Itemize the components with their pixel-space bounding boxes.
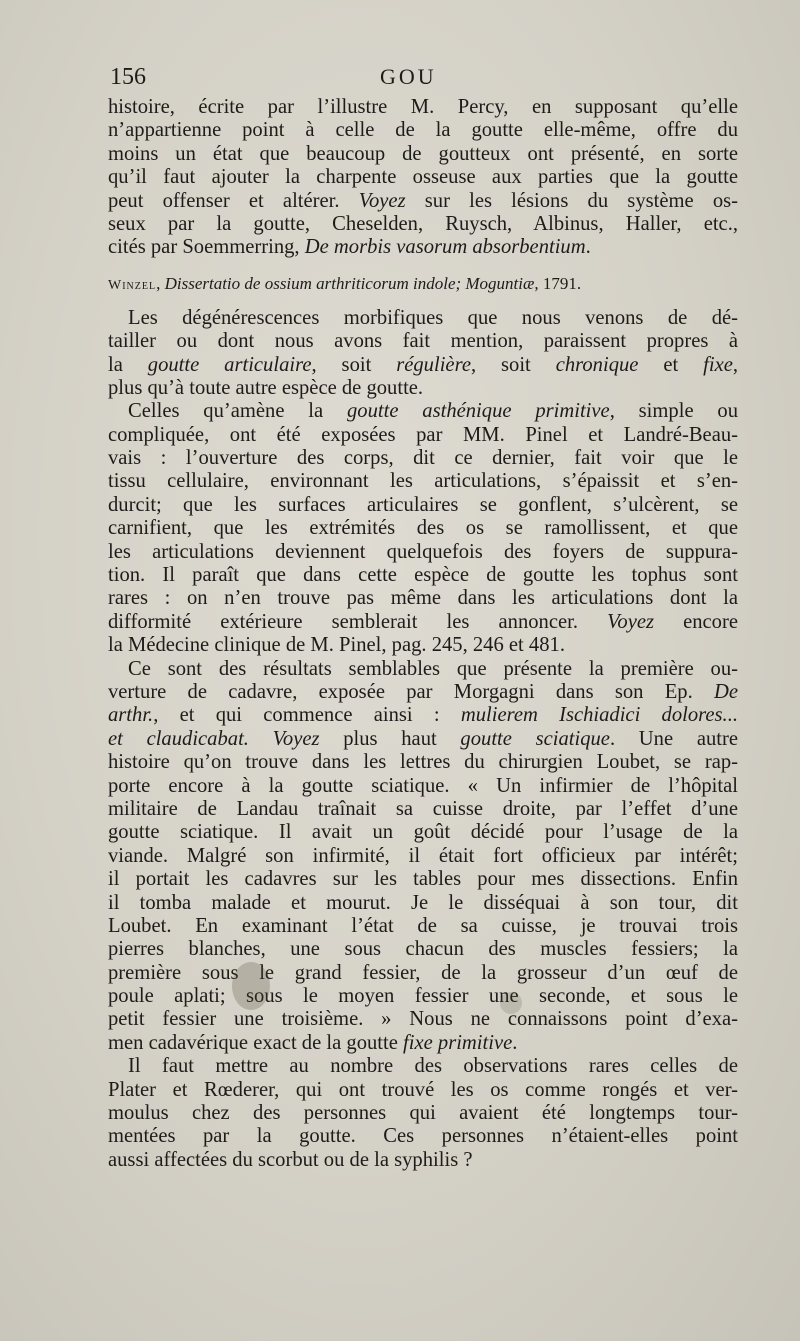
text-line xyxy=(108,354,738,377)
text-run: poule aplati; sous le moyen fessier une seconde, et sous le xyxy=(108,985,738,1008)
text-line xyxy=(108,892,738,915)
text-line xyxy=(108,96,738,119)
text-line xyxy=(108,190,738,213)
text-line xyxy=(108,1125,738,1148)
text-line xyxy=(108,494,738,517)
text-line xyxy=(108,798,738,821)
text-run: les articulations deviennent quelquefois des foyers de suppura- xyxy=(108,540,738,563)
text-line xyxy=(108,470,738,493)
text-line xyxy=(108,1079,738,1102)
bibliographic-reference xyxy=(108,271,738,297)
paragraph xyxy=(108,400,738,657)
text-line xyxy=(108,611,738,634)
text-run: n’appartienne point à celle de la goutte elle-même, offre du xyxy=(108,119,738,142)
text-run: , 1791. xyxy=(534,273,582,293)
text-run: men cadavérique exact de la goutte xyxy=(108,1031,404,1054)
text-run: qu’il faut ajouter la charpente osseuse aux parties que la goutte xyxy=(108,166,738,189)
text-line xyxy=(108,681,738,704)
text-line xyxy=(108,377,738,400)
text-run: première sous le grand fessier, de la grosseur d’un œuf de xyxy=(108,961,738,984)
italic-text: arthr. xyxy=(108,704,154,727)
text-line xyxy=(108,447,738,470)
text-run: plus haut xyxy=(319,727,461,750)
text-run: goutte sciatique. Il avait un goût décidé pour l’usage de la xyxy=(108,821,738,844)
text-run: Celles qu’amène la xyxy=(128,400,347,423)
text-line xyxy=(108,915,738,938)
text-run: petit fessier une troisième. » Nous ne connaissons point d’exa- xyxy=(108,1008,738,1031)
text-run: seux par la goutte, Cheselden, Ruysch, Albinus, Haller, etc., xyxy=(108,212,738,235)
text-run: viande. Malgré son infirmité, il était fort officieux par intérêt; xyxy=(108,844,738,867)
text-run: compliquée, ont été exposées par MM. Pinel et Landré-Beau- xyxy=(108,423,738,446)
text-run: la Médecine clinique de M. Pinel, pag. 245, 246 et 481. xyxy=(108,634,565,657)
italic-text: régulière xyxy=(396,353,471,376)
italic-text: goutte articulaire xyxy=(147,353,312,376)
text-run: histoire qu’on trouve dans les lettres du chirurgien Loubet, se rap- xyxy=(108,751,738,774)
text-line xyxy=(108,962,738,985)
italic-text: De morbis vasorum absorbentium xyxy=(304,236,586,259)
text-run: sur les lésions du système os- xyxy=(405,189,738,212)
paragraph xyxy=(108,1055,738,1172)
italic-text: Dissertatio de ossium arthriticorum indole; Moguntiæ xyxy=(164,273,535,293)
text-line xyxy=(108,728,738,751)
text-line xyxy=(108,658,738,681)
page-number: 156 xyxy=(110,64,146,90)
text-line xyxy=(108,541,738,564)
text-line xyxy=(108,938,738,961)
italic-text: Voyez xyxy=(272,727,320,750)
text-line xyxy=(108,1032,738,1055)
italic-text: fixe primitive xyxy=(403,1031,513,1054)
text-line xyxy=(108,845,738,868)
text-run: Loubet. En examinant l’état de sa cuisse, je trouvai trois xyxy=(108,914,738,937)
text-run: difformité extérieure semblerait les annoncer. xyxy=(108,610,608,633)
text-run: il tomba malade et mourut. Je le disséquai à son tour, dit xyxy=(108,891,738,914)
text-run: durcit; que les surfaces articulaires se gonflent, s’ulcèrent, se xyxy=(108,493,738,516)
text-run: , xyxy=(732,353,739,376)
text-run: militaire de Landau traînait sa cuisse droite, par l’effet d’une xyxy=(108,797,738,820)
text-line xyxy=(108,517,738,540)
italic-text: chronique xyxy=(555,353,639,376)
text-line xyxy=(108,821,738,844)
text-run: Plater et Rœderer, qui ont trouvé les os comme rongés et ver- xyxy=(108,1078,738,1101)
stain-spot xyxy=(232,962,270,1010)
text-run: pierres blanches, une sous chacun des muscles fessiers; la xyxy=(108,938,738,961)
italic-text: et claudicabat. xyxy=(108,727,273,750)
text-line xyxy=(108,564,738,587)
text-run: moulus chez des personnes qui avaient été longtemps tour- xyxy=(108,1102,738,1125)
text-run: rares : on n’en trouve pas même dans les articulations dont la xyxy=(108,587,738,610)
text-run: et xyxy=(638,353,704,376)
text-run: . Une autre xyxy=(609,727,738,750)
text-run: Winzel xyxy=(108,277,157,293)
italic-text: goutte sciatique xyxy=(460,727,610,750)
text-line xyxy=(108,634,738,657)
text-run: aussi affectées du scorbut ou de la syphilis ? xyxy=(108,1148,473,1171)
text-run: Ce sont des résultats semblables que présente la première ou- xyxy=(128,657,738,680)
text-run: , et qui commence ainsi : xyxy=(153,704,461,727)
running-head: GOU xyxy=(380,64,437,89)
text-line xyxy=(108,775,738,798)
paragraph xyxy=(108,307,738,401)
text-run: porte encore à la goutte sciatique. « Un infirmier de l’hôpital xyxy=(108,774,738,797)
text-run: peut offenser et altérer. xyxy=(108,189,359,212)
text-run: Les dégénérescences morbifiques que nous venons de dé- xyxy=(128,306,738,329)
text-line xyxy=(108,868,738,891)
text-line xyxy=(108,587,738,610)
text-line xyxy=(108,985,738,1008)
stain-spot xyxy=(500,992,522,1014)
text-line xyxy=(108,1055,738,1078)
text-run: tissu cellulaire, environnant les articulations, s’épaissit et s’en- xyxy=(108,470,738,493)
body-text xyxy=(108,96,738,1172)
text-run: , soit xyxy=(311,353,397,376)
text-run: il portait les cadavres sur les tables pour mes dissections. Enfin xyxy=(108,868,738,891)
italic-text: Voyez xyxy=(607,610,654,633)
text-run: plus qu’à toute autre espèce de goutte. xyxy=(108,376,424,399)
text-run: . xyxy=(585,236,591,259)
text-line xyxy=(108,704,738,727)
text-line xyxy=(108,143,738,166)
text-line xyxy=(108,166,738,189)
italic-text: goutte asthénique primitive xyxy=(347,400,610,423)
text-run: , simple ou xyxy=(609,400,738,423)
text-line xyxy=(108,307,738,330)
text-line xyxy=(108,236,738,259)
text-run: la xyxy=(108,353,148,376)
text-line xyxy=(108,271,738,297)
text-line xyxy=(108,330,738,353)
text-run: , soit xyxy=(470,353,556,376)
text-run: cités par Soemmerring, xyxy=(108,236,305,259)
text-line xyxy=(108,1008,738,1031)
text-run: histoire, écrite par l’illustre M. Percy, en supposant qu’elle xyxy=(108,96,738,118)
text-line xyxy=(108,213,738,236)
text-run: carnifient, que les extrémités des os se ramollissent, et que xyxy=(108,517,738,540)
page-header xyxy=(108,64,736,94)
text-run: moins un état que beaucoup de goutteux ont présenté, en sorte xyxy=(108,142,738,165)
text-run: mentées par la goutte. Ces personnes n’étaient-elles point xyxy=(108,1125,738,1148)
paragraph xyxy=(108,658,738,1056)
text-run: vais : l’ouverture des corps, dit ce dernier, fait voir que le xyxy=(108,447,738,470)
italic-text: Voyez xyxy=(358,189,406,212)
text-line xyxy=(108,1102,738,1125)
text-line xyxy=(108,1149,738,1172)
text-line xyxy=(108,400,738,423)
text-run: , xyxy=(156,273,165,293)
text-line xyxy=(108,119,738,142)
text-run: . xyxy=(512,1031,518,1054)
text-run: Il faut mettre au nombre des observations rares celles de xyxy=(128,1055,738,1078)
italic-text: De xyxy=(713,680,738,703)
text-run: verture de cadavre, exposée par Morgagni dans son Ep. xyxy=(108,680,714,703)
italic-text: fixe xyxy=(703,353,733,376)
paragraph xyxy=(108,96,738,260)
text-line xyxy=(108,751,738,774)
text-run: tailler ou dont nous avons fait mention, paraissent propres à xyxy=(108,330,738,353)
text-run: tion. Il paraît que dans cette espèce de goutte les tophus sont xyxy=(108,564,738,587)
text-run: encore xyxy=(654,610,738,633)
text-line xyxy=(108,424,738,447)
italic-text: mulierem Ischiadici dolores... xyxy=(460,704,739,727)
